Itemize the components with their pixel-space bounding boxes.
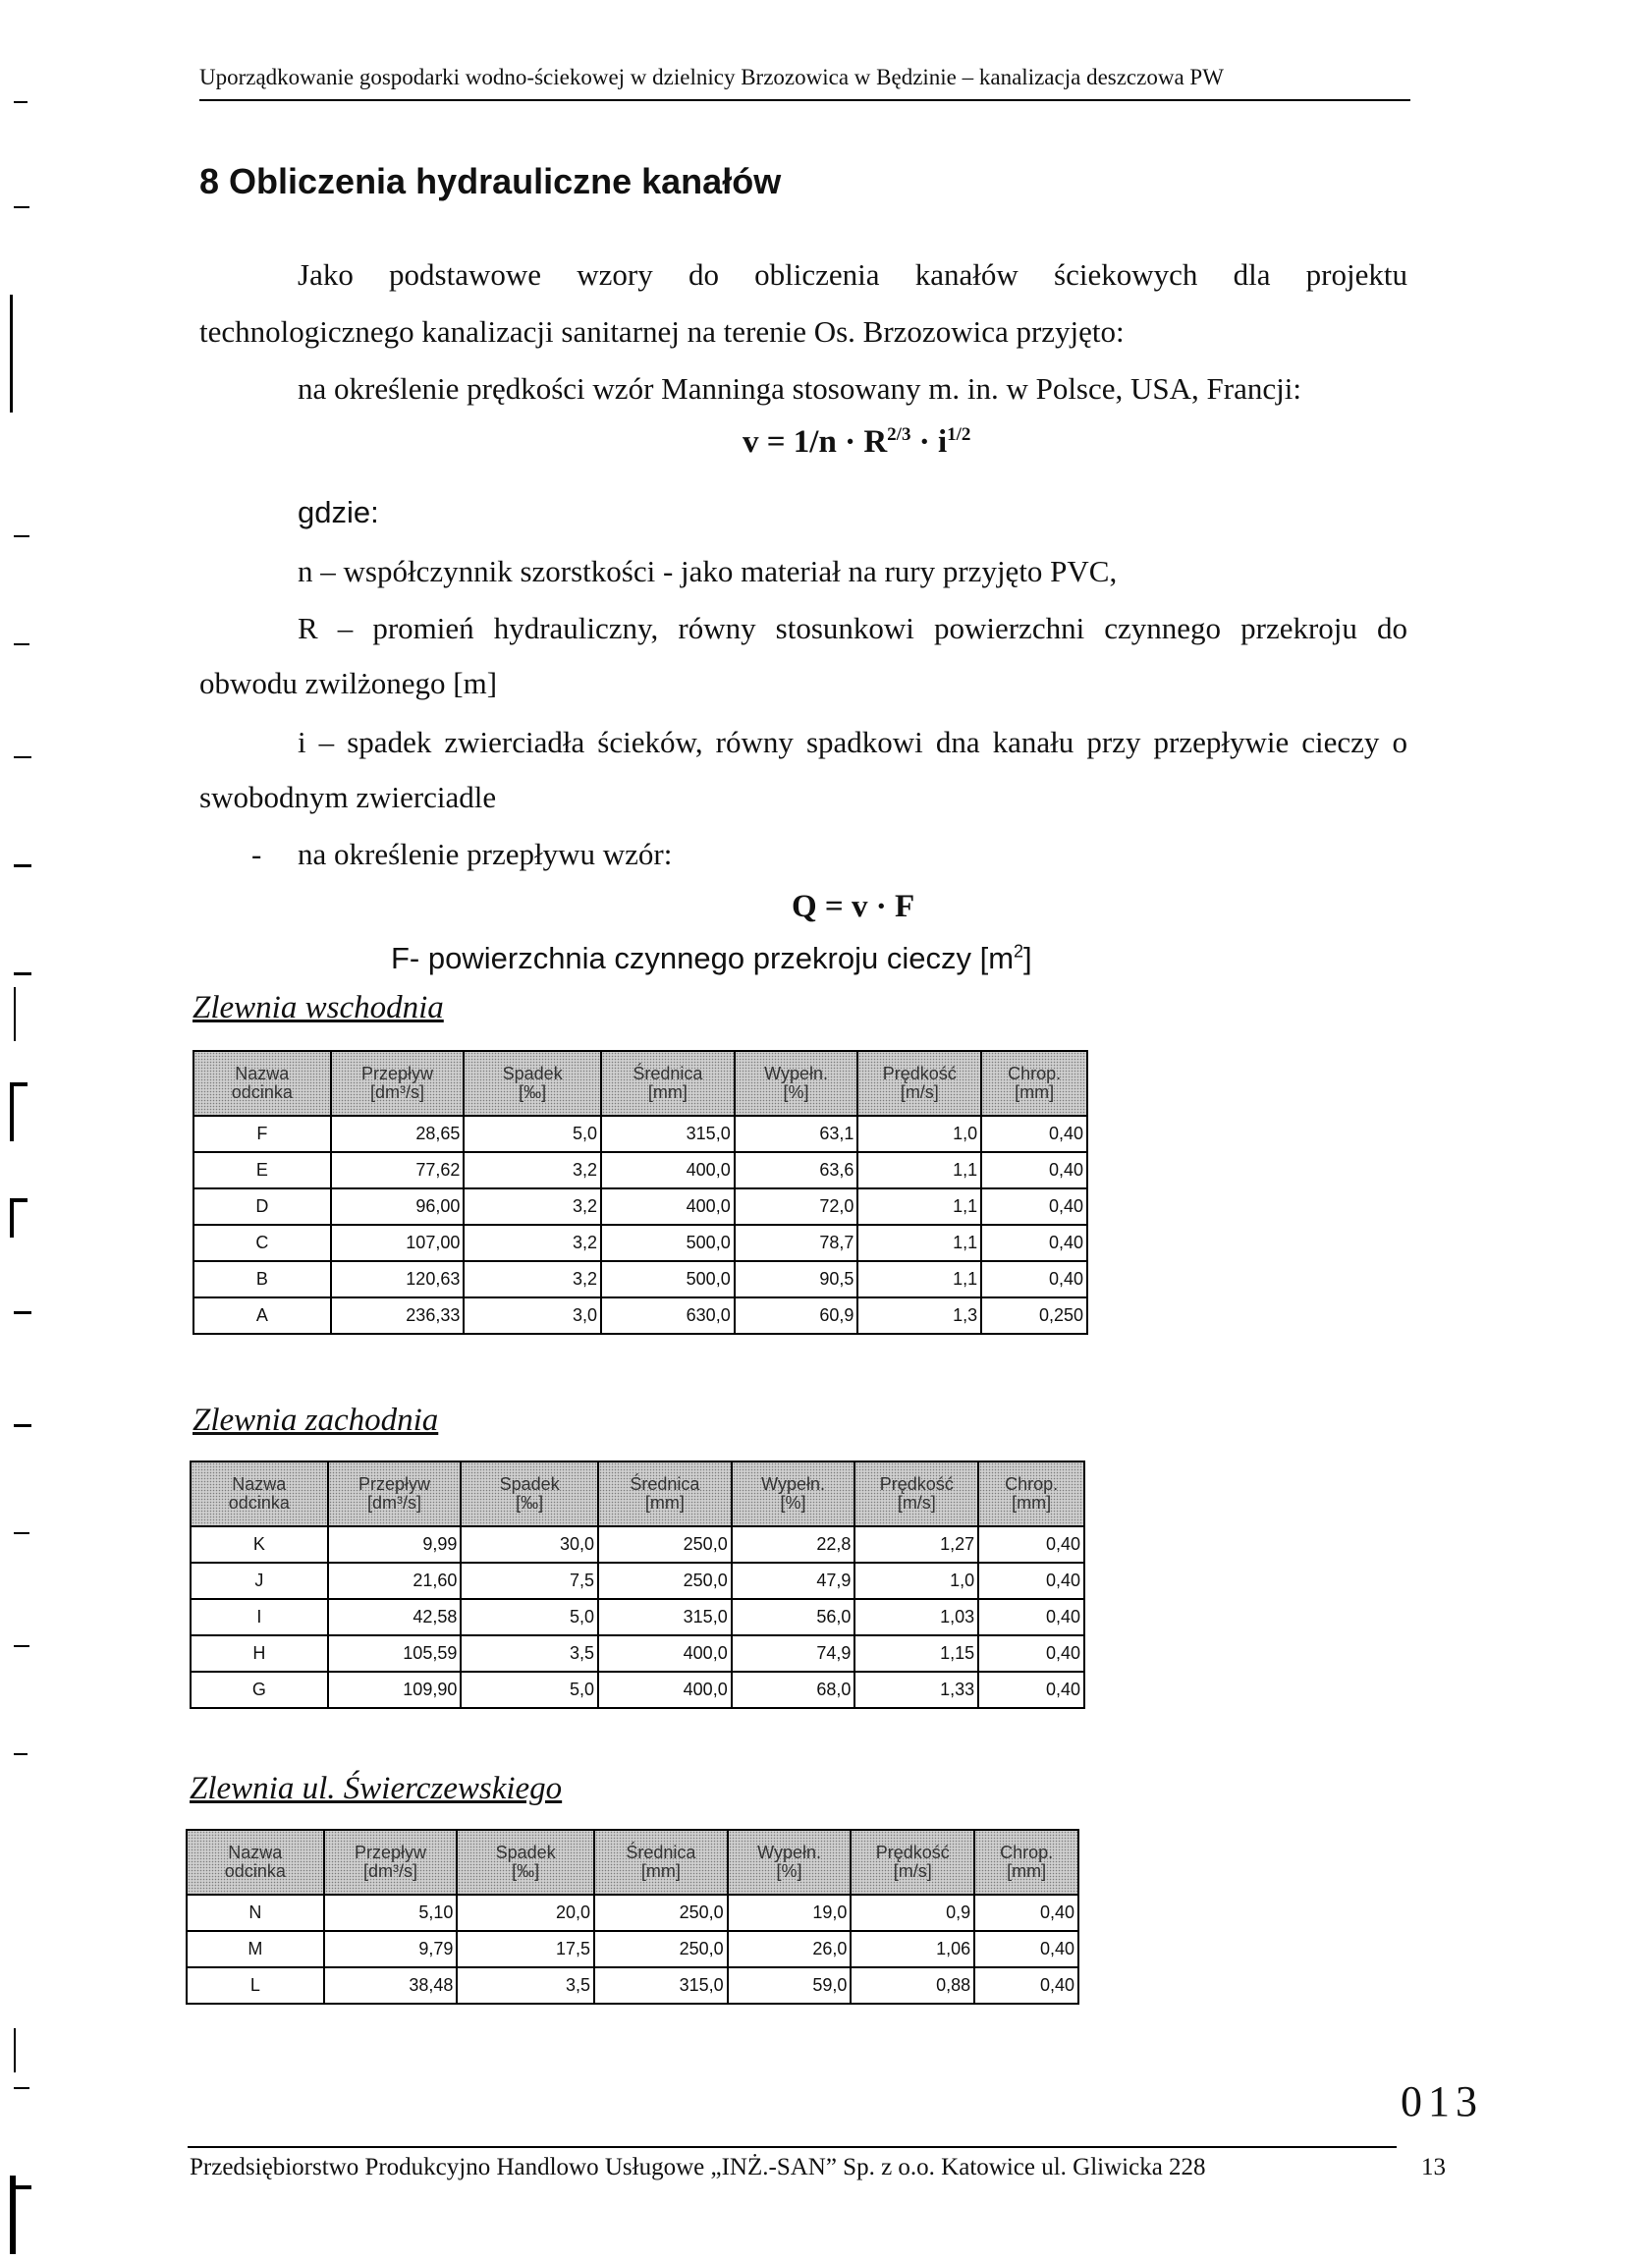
table-zlewnia-swierczewskiego bbox=[186, 1829, 1079, 2005]
table-cell: 500,0 bbox=[601, 1261, 735, 1297]
scan-edge-mark bbox=[14, 101, 28, 103]
table-cell: 400,0 bbox=[598, 1635, 732, 1672]
table-row bbox=[193, 1297, 1087, 1334]
column-header bbox=[981, 1051, 1087, 1116]
segment-name-cell: J bbox=[191, 1563, 328, 1599]
column-header-line: Nazwa bbox=[232, 1474, 287, 1494]
table-cell: 315,0 bbox=[594, 1967, 728, 2004]
segment-name-cell: H bbox=[191, 1635, 328, 1672]
table-3-title: Zlewnia ul. Świerczewskiego bbox=[190, 1771, 563, 1806]
scan-edge-mark bbox=[10, 1082, 14, 1141]
column-header-line: [‰] bbox=[516, 1493, 544, 1513]
table-cell: 250,0 bbox=[594, 1931, 728, 1967]
segment-name-cell: F bbox=[193, 1116, 331, 1152]
column-header-line: Chrop. bbox=[1005, 1474, 1059, 1494]
scan-edge-mark bbox=[14, 1645, 29, 1647]
column-header bbox=[974, 1830, 1078, 1895]
column-header bbox=[457, 1830, 594, 1895]
segment-name-cell: K bbox=[191, 1526, 328, 1563]
table-cell: 0,40 bbox=[974, 1967, 1078, 2004]
table-cell: 250,0 bbox=[598, 1563, 732, 1599]
column-header-line: Spadek bbox=[495, 1843, 556, 1862]
table-cell: 60,9 bbox=[735, 1297, 858, 1334]
scan-edge-mark bbox=[14, 535, 29, 537]
table-row bbox=[193, 1225, 1087, 1261]
scan-edge-mark bbox=[10, 295, 13, 413]
table-row bbox=[191, 1635, 1084, 1672]
definition-i-line-2: swobodnym zwierciadle bbox=[199, 780, 497, 814]
scan-edge-mark bbox=[14, 2028, 16, 2072]
column-header-line: [dm³/s] bbox=[362, 1861, 417, 1881]
table-cell: 19,0 bbox=[728, 1895, 852, 1931]
table-1-title: Zlewnia wschodnia bbox=[193, 990, 444, 1025]
scan-edge-mark bbox=[14, 1532, 29, 1534]
table-cell: 56,0 bbox=[732, 1599, 855, 1635]
table-cell: 59,0 bbox=[728, 1967, 852, 2004]
table-cell: 68,0 bbox=[732, 1672, 855, 1708]
page-number: 13 bbox=[1421, 2154, 1446, 2180]
segment-name-cell: D bbox=[193, 1188, 331, 1225]
column-header-line: Przepływ bbox=[358, 1474, 431, 1494]
archive-stamp-number: 013 bbox=[1401, 2077, 1483, 2125]
segment-name-cell: C bbox=[193, 1225, 331, 1261]
table-cell: 3,5 bbox=[461, 1635, 598, 1672]
table-cell: 250,0 bbox=[594, 1895, 728, 1931]
formula-v-lhs: v = 1/n · R bbox=[743, 424, 888, 460]
table-cell: 3,2 bbox=[464, 1225, 601, 1261]
table-cell: 1,1 bbox=[857, 1152, 981, 1188]
scan-edge-mark bbox=[14, 1311, 31, 1314]
scan-edge-mark bbox=[14, 987, 16, 1041]
formula-v-exp2: 1/2 bbox=[947, 424, 971, 445]
table-row bbox=[193, 1261, 1087, 1297]
manning-intro: na określenie prędkości wzór Manninga stosowany m. in. w Polsce, USA, Francji: bbox=[298, 371, 1301, 406]
column-header-line: [‰] bbox=[512, 1861, 540, 1881]
column-header-line: Prędkość bbox=[882, 1064, 957, 1083]
column-header-line: odcinka bbox=[224, 1861, 286, 1881]
table-cell: 30,0 bbox=[461, 1526, 598, 1563]
column-header-line: [mm] bbox=[1007, 1861, 1047, 1881]
table-row bbox=[187, 1967, 1078, 2004]
table-row bbox=[193, 1116, 1087, 1152]
table-cell: 72,0 bbox=[735, 1188, 858, 1225]
table-cell: 1,0 bbox=[854, 1563, 978, 1599]
flow-intro: na określenie przepływu wzór: bbox=[298, 837, 673, 871]
column-header bbox=[187, 1830, 324, 1895]
table-cell: 105,59 bbox=[328, 1635, 462, 1672]
column-header-line: Średnica bbox=[633, 1064, 703, 1083]
table-cell: 63,6 bbox=[735, 1152, 858, 1188]
table-cell: 1,0 bbox=[857, 1116, 981, 1152]
table-cell: 3,2 bbox=[464, 1188, 601, 1225]
column-header-line: Chrop. bbox=[1000, 1843, 1054, 1862]
table-row bbox=[191, 1599, 1084, 1635]
table-cell: 47,9 bbox=[732, 1563, 855, 1599]
table-cell: 1,1 bbox=[857, 1188, 981, 1225]
column-header-line: Chrop. bbox=[1008, 1064, 1062, 1083]
scan-edge-mark bbox=[14, 1753, 28, 1755]
footer-company: Przedsiębiorstwo Produkcyjno Handlowo Usługowe „INŻ.-SAN” Sp. z o.o. Katowice ul. Gliwicka 228 bbox=[190, 2154, 1206, 2180]
scan-edge-mark bbox=[14, 864, 31, 867]
scan-edge-mark bbox=[14, 972, 31, 975]
column-header-line: Średnica bbox=[630, 1474, 700, 1494]
table-cell: 0,88 bbox=[851, 1967, 974, 2004]
definition-f-exp: 2 bbox=[1014, 941, 1024, 962]
table-cell: 28,65 bbox=[331, 1116, 465, 1152]
table-cell: 77,62 bbox=[331, 1152, 465, 1188]
definition-f-end: ] bbox=[1023, 941, 1032, 975]
column-header bbox=[328, 1461, 462, 1526]
table-cell: 120,63 bbox=[331, 1261, 465, 1297]
column-header bbox=[851, 1830, 974, 1895]
table-cell: 0,40 bbox=[981, 1225, 1087, 1261]
table-row bbox=[193, 1188, 1087, 1225]
table-cell: 9,99 bbox=[328, 1526, 462, 1563]
table-cell: 3,2 bbox=[464, 1152, 601, 1188]
table-cell: 630,0 bbox=[601, 1297, 735, 1334]
table-cell: 20,0 bbox=[457, 1895, 594, 1931]
table-cell: 315,0 bbox=[601, 1116, 735, 1152]
column-header-line: [mm] bbox=[644, 1493, 685, 1513]
column-header-line: odcinka bbox=[228, 1493, 290, 1513]
column-header bbox=[461, 1461, 598, 1526]
table-cell: 0,9 bbox=[851, 1895, 974, 1931]
scan-edge-mark bbox=[10, 1198, 14, 1238]
table-row bbox=[191, 1563, 1084, 1599]
segment-name-cell: L bbox=[187, 1967, 324, 2004]
column-header-line: odcinka bbox=[231, 1082, 293, 1102]
column-header bbox=[735, 1051, 858, 1116]
table-cell: 0,40 bbox=[981, 1261, 1087, 1297]
column-header bbox=[728, 1830, 852, 1895]
table-cell: 0,40 bbox=[978, 1526, 1084, 1563]
column-header-line: [mm] bbox=[1012, 1493, 1052, 1513]
table-row bbox=[187, 1931, 1078, 1967]
column-header bbox=[594, 1830, 728, 1895]
table-cell: 0,40 bbox=[981, 1152, 1087, 1188]
column-header-line: [%] bbox=[780, 1493, 806, 1513]
table-cell: 3,2 bbox=[464, 1261, 601, 1297]
table-cell: 107,00 bbox=[331, 1225, 465, 1261]
column-header-line: Wypełn. bbox=[761, 1474, 825, 1494]
table-row bbox=[191, 1672, 1084, 1708]
segment-name-cell: B bbox=[193, 1261, 331, 1297]
column-header bbox=[331, 1051, 465, 1116]
table-cell: 26,0 bbox=[728, 1931, 852, 1967]
definition-f bbox=[391, 941, 1032, 976]
header-rule bbox=[199, 99, 1410, 101]
column-header-line: Spadek bbox=[499, 1474, 560, 1494]
column-header-line: Wypełn. bbox=[764, 1064, 828, 1083]
segment-name-cell: G bbox=[191, 1672, 328, 1708]
table-cell: 1,1 bbox=[857, 1261, 981, 1297]
table-cell: 0,250 bbox=[981, 1297, 1087, 1334]
table-row bbox=[191, 1526, 1084, 1563]
column-header-line: [dm³/s] bbox=[369, 1082, 424, 1102]
segment-name-cell: A bbox=[193, 1297, 331, 1334]
segment-name-cell: M bbox=[187, 1931, 324, 1967]
flow-bullet: - bbox=[251, 837, 262, 871]
table-cell: 5,0 bbox=[461, 1672, 598, 1708]
column-header bbox=[598, 1461, 732, 1526]
table-row bbox=[193, 1152, 1087, 1188]
table-cell: 1,33 bbox=[854, 1672, 978, 1708]
table-cell: 22,8 bbox=[732, 1526, 855, 1563]
table-cell: 78,7 bbox=[735, 1225, 858, 1261]
scan-edge-mark bbox=[14, 206, 29, 208]
column-header bbox=[324, 1830, 458, 1895]
table-cell: 0,40 bbox=[978, 1635, 1084, 1672]
table-cell: 3,5 bbox=[457, 1967, 594, 2004]
scan-edge-mark bbox=[14, 1424, 31, 1427]
table-cell: 0,40 bbox=[978, 1599, 1084, 1635]
definition-i-line-1: i – spadek zwierciadła ścieków, równy spadkowi dna kanału przy przepływie cieczy o bbox=[298, 725, 1407, 759]
column-header-line: [%] bbox=[783, 1082, 809, 1102]
formula-v-exp1: 2/3 bbox=[887, 424, 911, 445]
column-header bbox=[601, 1051, 735, 1116]
column-header-line: Wypełn. bbox=[757, 1843, 821, 1862]
table-cell: 1,06 bbox=[851, 1931, 974, 1967]
table-cell: 0,40 bbox=[974, 1931, 1078, 1967]
table-cell: 236,33 bbox=[331, 1297, 465, 1334]
table-cell: 17,5 bbox=[457, 1931, 594, 1967]
column-header-line: Średnica bbox=[626, 1843, 696, 1862]
definition-f-text: F- powierzchnia czynnego przekroju cieczy [m bbox=[391, 941, 1015, 975]
definition-r-line-1: R – promień hydrauliczny, równy stosunkowi powierzchni czynnego przekroju do bbox=[298, 611, 1407, 645]
table-2-title: Zlewnia zachodnia bbox=[193, 1403, 439, 1438]
intro-line-1: Jako podstawowe wzory do obliczenia kanałów ściekowych dla projektu bbox=[298, 257, 1407, 292]
column-header bbox=[854, 1461, 978, 1526]
table-cell: 500,0 bbox=[601, 1225, 735, 1261]
scan-edge-mark bbox=[14, 756, 31, 758]
column-header bbox=[978, 1461, 1084, 1526]
column-header-line: [dm³/s] bbox=[366, 1493, 421, 1513]
column-header-line: Prędkość bbox=[879, 1474, 954, 1494]
table-cell: 400,0 bbox=[601, 1152, 735, 1188]
scan-edge-mark bbox=[14, 2087, 29, 2089]
table-cell: 400,0 bbox=[598, 1672, 732, 1708]
column-header-line: Przepływ bbox=[354, 1843, 427, 1862]
scan-edge-mark bbox=[14, 643, 29, 645]
table-cell: 5,10 bbox=[324, 1895, 458, 1931]
column-header-line: Prędkość bbox=[875, 1843, 950, 1862]
table-row bbox=[187, 1895, 1078, 1931]
column-header-line: [‰] bbox=[519, 1082, 547, 1102]
table-cell: 21,60 bbox=[328, 1563, 462, 1599]
column-header bbox=[191, 1461, 328, 1526]
table-cell: 1,1 bbox=[857, 1225, 981, 1261]
table-cell: 1,03 bbox=[854, 1599, 978, 1635]
table-cell: 1,15 bbox=[854, 1635, 978, 1672]
column-header bbox=[857, 1051, 981, 1116]
table-cell: 3,0 bbox=[464, 1297, 601, 1334]
gdzie-label: gdzie: bbox=[298, 495, 379, 529]
definition-r-line-2: obwodu zwilżonego [m] bbox=[199, 666, 498, 700]
running-header: Uporządkowanie gospodarki wodno-ściekowej w dzielnicy Brzozowica w Będzinie – kanalizacja deszczowa PW bbox=[199, 65, 1224, 89]
column-header-line: Nazwa bbox=[228, 1843, 283, 1862]
table-cell: 0,40 bbox=[981, 1116, 1087, 1152]
column-header-line: [m/s] bbox=[897, 1493, 936, 1513]
intro-line-2: technologicznego kanalizacji sanitarnej na terenie Os. Brzozowica przyjęto: bbox=[199, 314, 1125, 349]
column-header-line: Nazwa bbox=[235, 1064, 290, 1083]
table-cell: 90,5 bbox=[735, 1261, 858, 1297]
segment-name-cell: I bbox=[191, 1599, 328, 1635]
table-zlewnia-wschodnia bbox=[193, 1050, 1088, 1335]
table-zlewnia-zachodnia bbox=[190, 1461, 1085, 1709]
column-header-line: [mm] bbox=[1015, 1082, 1055, 1102]
table-cell: 0,40 bbox=[981, 1188, 1087, 1225]
table-cell: 9,79 bbox=[324, 1931, 458, 1967]
table-cell: 109,90 bbox=[328, 1672, 462, 1708]
column-header-line: [mm] bbox=[640, 1861, 681, 1881]
footer-rule bbox=[188, 2146, 1397, 2148]
column-header-line: [%] bbox=[776, 1861, 802, 1881]
table-cell: 0,40 bbox=[974, 1895, 1078, 1931]
segment-name-cell: E bbox=[193, 1152, 331, 1188]
column-header bbox=[193, 1051, 331, 1116]
table-cell: 74,9 bbox=[732, 1635, 855, 1672]
table-cell: 5,0 bbox=[461, 1599, 598, 1635]
table-cell: 63,1 bbox=[735, 1116, 858, 1152]
table-cell: 1,3 bbox=[857, 1297, 981, 1334]
table-cell: 5,0 bbox=[464, 1116, 601, 1152]
column-header-line: Przepływ bbox=[360, 1064, 434, 1083]
table-cell: 315,0 bbox=[598, 1599, 732, 1635]
formula-flow: Q = v · F bbox=[792, 889, 915, 924]
table-cell: 7,5 bbox=[461, 1563, 598, 1599]
scan-edge-mark bbox=[10, 2185, 31, 2189]
column-header bbox=[732, 1461, 855, 1526]
table-cell: 0,40 bbox=[978, 1672, 1084, 1708]
formula-velocity bbox=[743, 424, 970, 461]
column-header-line: [m/s] bbox=[900, 1082, 939, 1102]
column-header-line: [m/s] bbox=[893, 1861, 932, 1881]
definition-n: n – współczynnik szorstkości - jako materiał na rury przyjęto PVC, bbox=[298, 554, 1118, 588]
table-cell: 250,0 bbox=[598, 1526, 732, 1563]
table-cell: 38,48 bbox=[324, 1967, 458, 2004]
formula-v-mid: · i bbox=[910, 424, 948, 460]
column-header-line: Spadek bbox=[502, 1064, 563, 1083]
table-cell: 96,00 bbox=[331, 1188, 465, 1225]
table-cell: 1,27 bbox=[854, 1526, 978, 1563]
table-cell: 400,0 bbox=[601, 1188, 735, 1225]
segment-name-cell: N bbox=[187, 1895, 324, 1931]
column-header-line: [mm] bbox=[647, 1082, 688, 1102]
section-heading: 8 Obliczenia hydrauliczne kanałów bbox=[199, 161, 782, 201]
column-header bbox=[464, 1051, 601, 1116]
table-cell: 0,40 bbox=[978, 1563, 1084, 1599]
table-cell: 42,58 bbox=[328, 1599, 462, 1635]
